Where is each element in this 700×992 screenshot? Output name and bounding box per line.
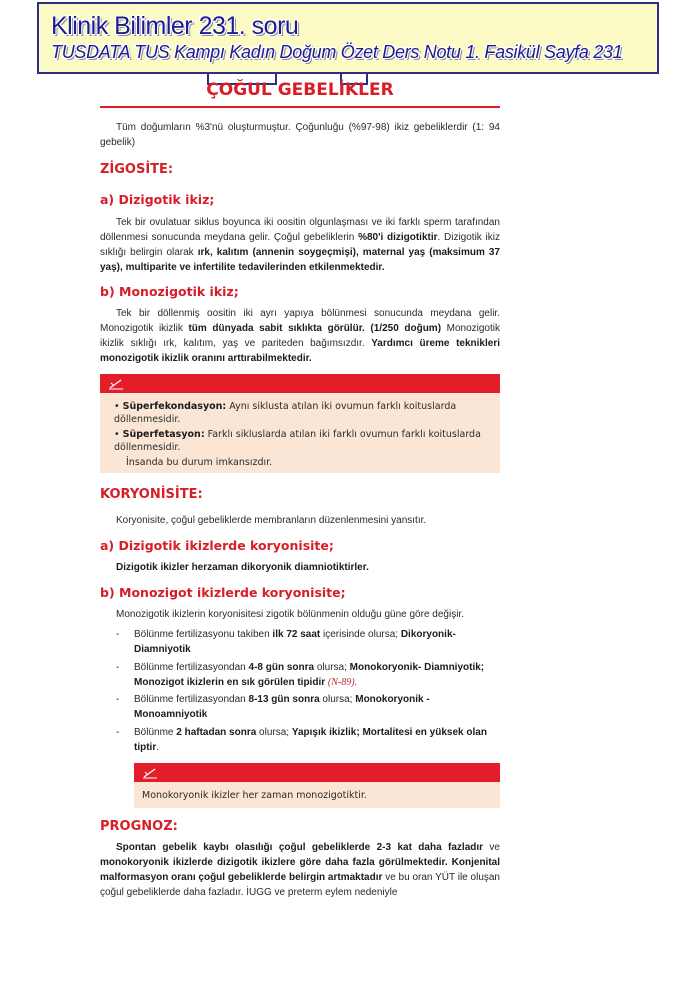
zygosity-heading: ZİGOSİTE: — [100, 162, 174, 177]
note-item-superfecundation: • Süperfekondasyon: Aynı siklusta atılan iki ovumun farklı koituslarda döllenmesidir. — [114, 401, 457, 425]
chorionicity-intro: Koryonisite, çoğul gebeliklerde membranların düzenlenmesini yansıtır. — [116, 515, 427, 526]
note-header-bar-2 — [134, 763, 500, 782]
pen-note-icon — [108, 377, 124, 390]
banner-subtitle: TUSDATA TUS Kampı Kadın Doğum Özet Ders Notu 1. Fasikül Sayfa 231 — [51, 42, 623, 62]
list-item: - Bölünme fertilizasyondan 4-8 gün sonra olursa; Monokoryonik- Diamniyotik; Monozigot ikizlerin en sık görülen tipidir (N-89). — [116, 662, 485, 688]
monozygotic-chorionicity-heading: b) Monozigot ikizlerde koryonisite; — [100, 585, 346, 600]
monozygotic-heading: b) Monozigotik ikiz; — [100, 284, 239, 299]
list-item: - Bölünme fertilizasyonu takiben ilk 72 saat içerisinde olursa; Dikoryonik-Diamniyotik — [116, 629, 456, 655]
note-item-superfetation: • Süperfetasyon: Farklı sikluslarda atılan iki farklı ovumun farklı koituslarda döllenmesidir. — [114, 429, 481, 453]
intro-paragraph: Tüm doğumların %3'nü oluşturmuştur. Çoğunluğu (%97-98) ikiz gebeliklerdir (1: 94 gebelik) — [100, 122, 500, 148]
list-item: - Bölünme fertilizasyondan 8-13 gün sonra olursa; Monokoryonik - Monoamniyotik — [116, 694, 430, 720]
note-item-superfetation-extra: İnsanda bu durum imkansızdır. — [126, 457, 273, 468]
list-item: - Bölünme 2 haftadan sonra olursa; Yapışık ikizlik; Mortalitesi en yüksek olan tiptir. — [116, 727, 487, 753]
banner-title: Klinik Bilimler 231. soru — [51, 12, 299, 40]
header-banner — [37, 2, 659, 74]
prognosis-heading: PROGNOZ: — [100, 819, 178, 834]
dizygotic-paragraph: Tek bir ovulatuar siklus boyunca iki oositin olgunlaşması ve iki farklı sperm tarafından döllenmesi sonucunda meydana gelir. Çoğul gebeliklerin %80'i dizigotiktir. Dizigotik ikiz sıklığı belirgin olarak ırk, kalıtım (annenin soygeçmişi), maternal yaş (maksimum 37 yaş), multiparite ve infertilite tedavilerinden etkilenmektedir. — [100, 217, 500, 273]
note-box-superfecundation — [100, 393, 500, 473]
page-title: ÇOĞUL GEBELİKLER — [206, 80, 394, 100]
reference-tag: (N-89). — [327, 677, 358, 688]
dizygotic-heading: a) Dizigotik ikiz; — [100, 192, 215, 207]
pen-note-icon — [142, 766, 158, 779]
dizygotic-chorionicity-text: Dizigotik ikizler herzaman dikoryonik diamniotiktirler. — [116, 562, 369, 573]
note-box-monochorionic — [134, 782, 500, 808]
monozygotic-paragraph: Tek bir döllenmiş oositin iki ayrı yapıya bölünmesi sonucunda meydana gelir. Monozigotik ikizlik tüm dünyada sabit sıklıkta görülür. (1/250 doğum) Monozigotik ikizlik sıklığı ırk, kalıtım, yaş ve pariteden bağımsızdır. Yardımcı üreme teknikleri monozigotik ikizlik oranını arttırabilmektedir. — [100, 308, 500, 364]
dizygotic-chorionicity-heading: a) Dizigotik ikizlerde koryonisite; — [100, 538, 334, 553]
note-header-bar — [100, 374, 500, 393]
title-rule — [100, 106, 500, 108]
monozygotic-chorionicity-intro: Monozigotik ikizlerin koryonisitesi zigotik bölünmenin olduğu güne göre değişir. — [116, 609, 464, 620]
chorionicity-heading: KORYONİSİTE: — [100, 487, 203, 502]
note-monochorionic-text: Monokoryonik ikizler her zaman monozigotiktir. — [142, 790, 367, 801]
prognosis-paragraph: Spontan gebelik kaybı olasılığı çoğul gebeliklerde 2-3 kat daha fazladır ve monokoryonik ikizlerde dizigotik ikizlere göre daha fazla görülmektedir. Konjenital malformasyon oranı çoğul gebeliklerde belirgin artmaktadır ve bu oran YÜT ile oluşan çoğul gebeliklerde daha fazladır. İUGG ve preterm eylem nedeniyle — [100, 842, 500, 898]
